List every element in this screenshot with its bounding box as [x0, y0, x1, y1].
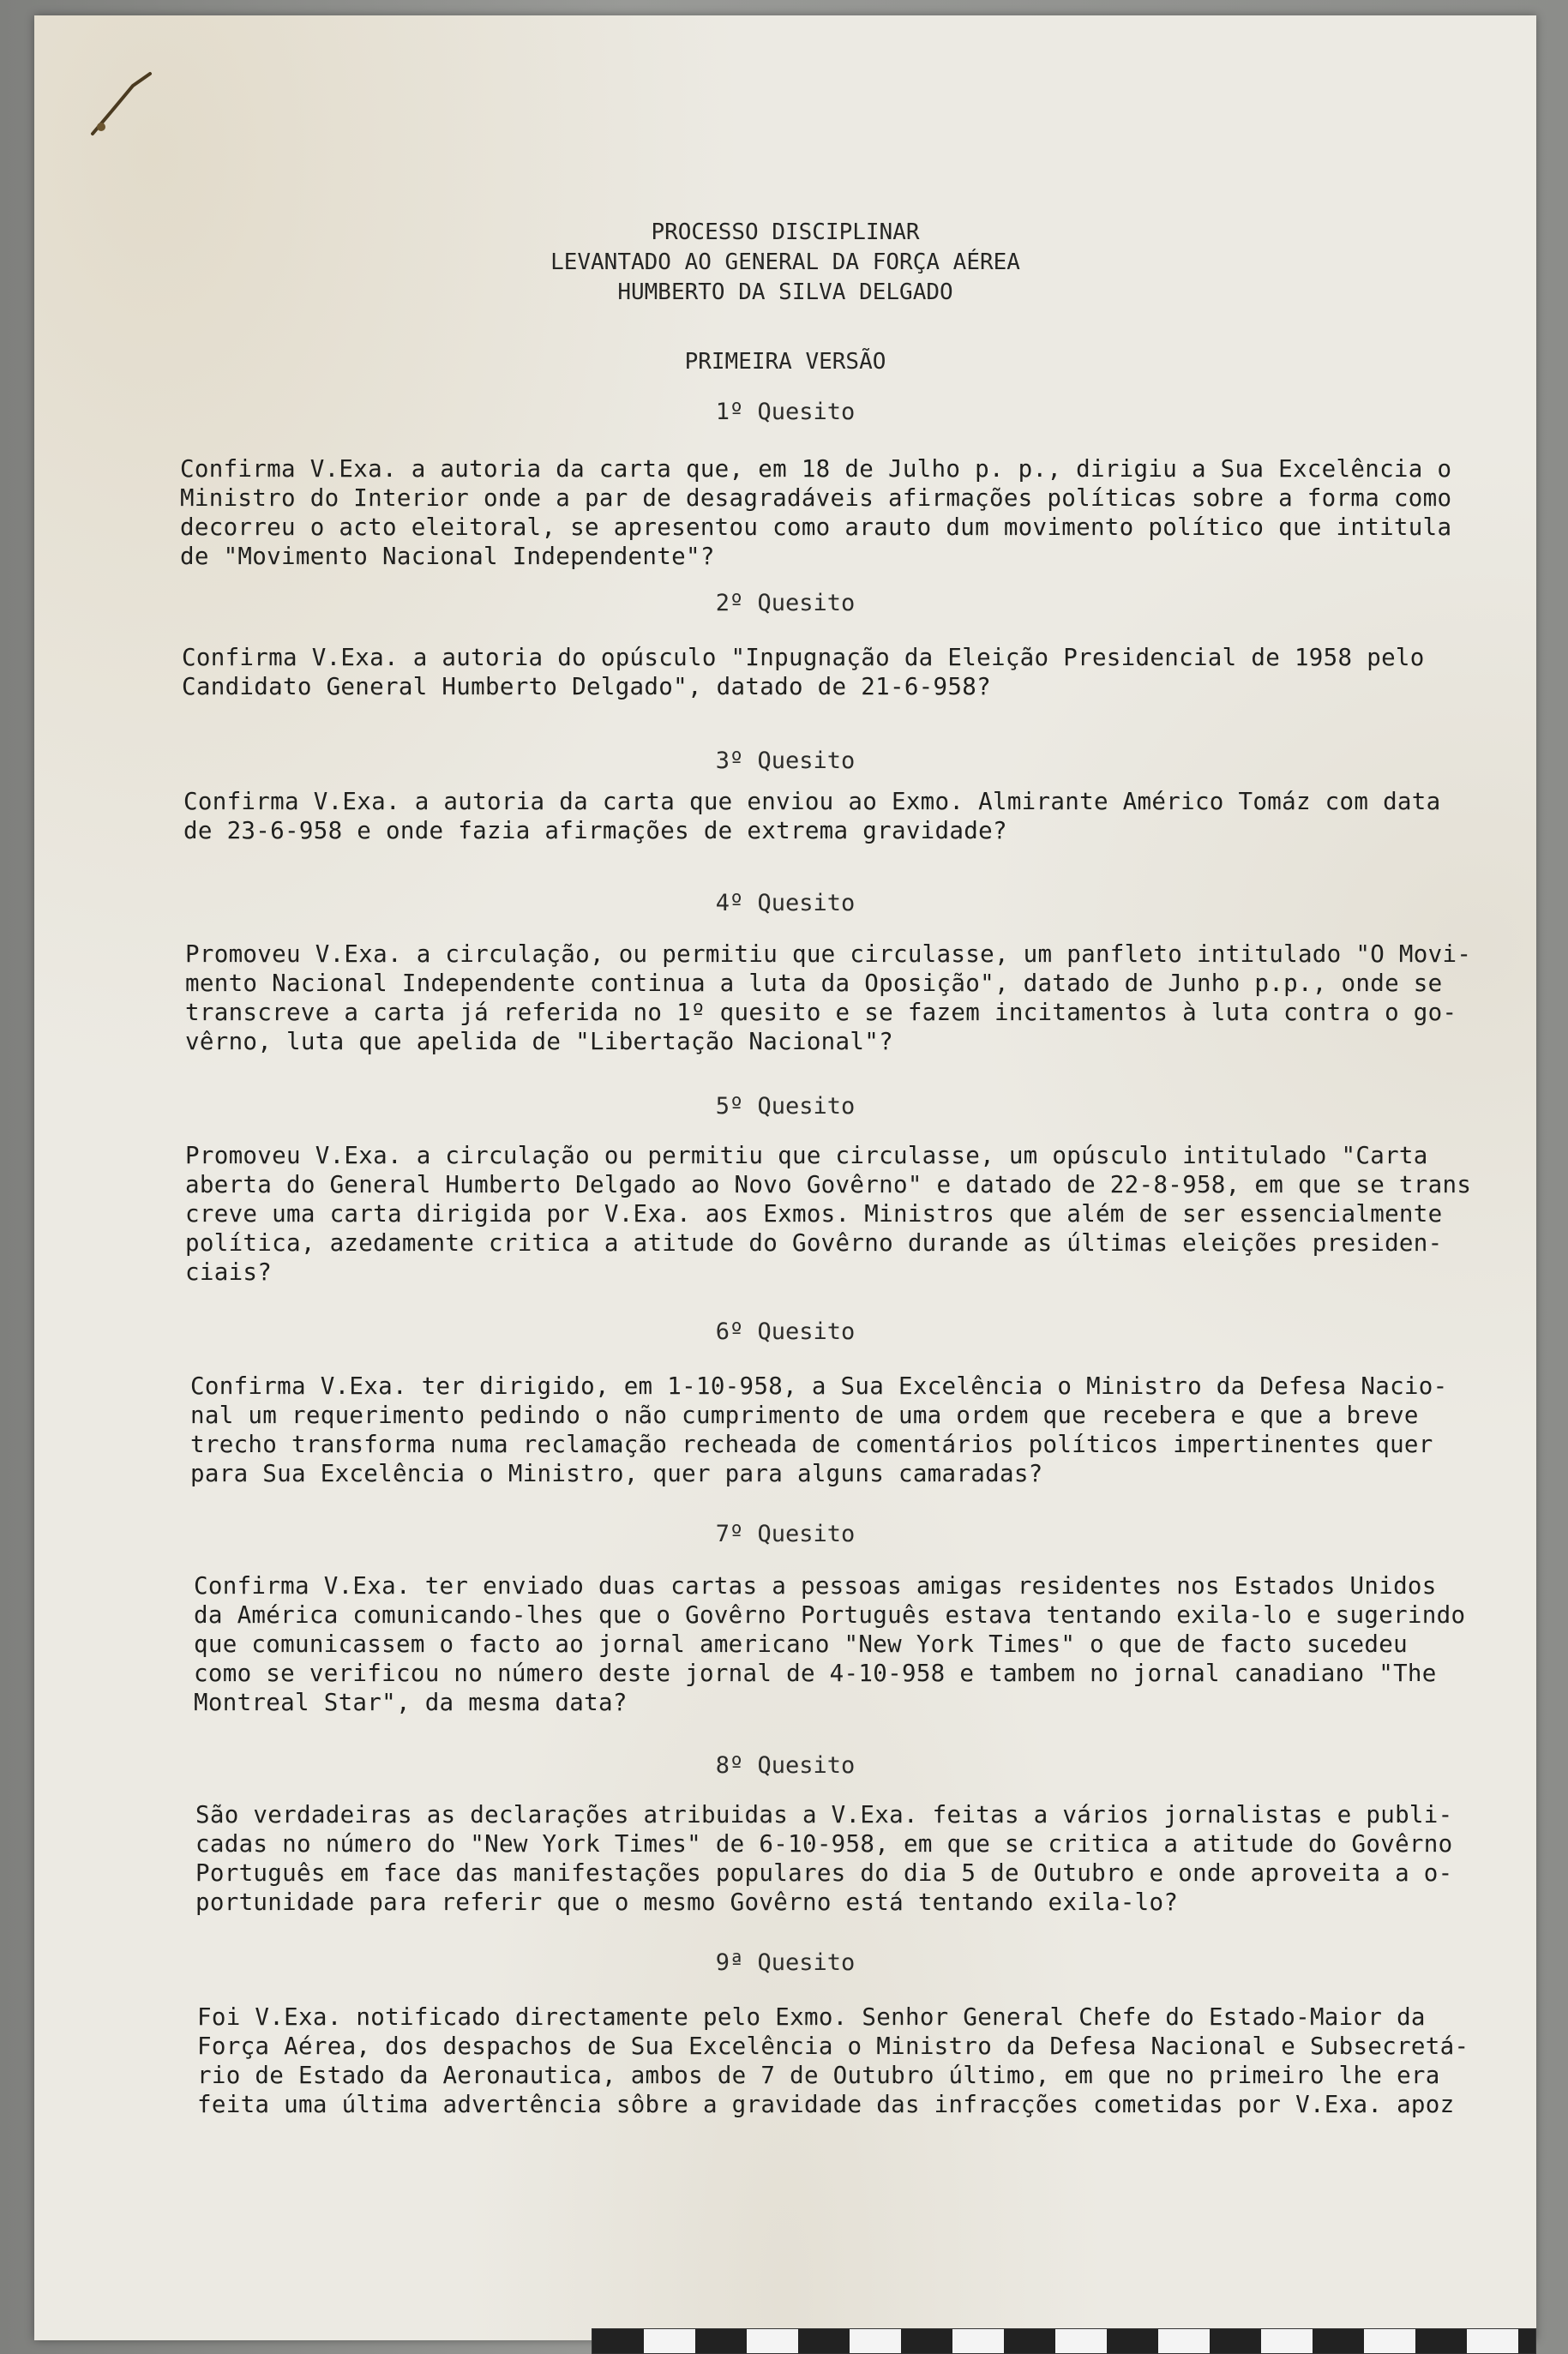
question-text: Promoveu V.Exa. a circulação, ou permitiu que circulasse, um panfleto intitulado "O Movi- mento Nacional Independente continua a luta da Oposição", datado de Junho p.p., onde se transcreve a carta já referida no 1º quesito e se fazem incitamentos à luta contra o go- vêrno, luta que apelida de "Libertação Nacional"? [185, 940, 1472, 1055]
question-text: Confirma V.Exa. a autoria da carta que enviou ao Exmo. Almirante Américo Tomáz com data de 23-6-958 e onde fazia afirmações de extrema gravidade? [183, 788, 1441, 844]
document-version: PRIMEIRA VERSÃO [684, 349, 886, 375]
title-line-3: HUMBERTO DA SILVA DELGADO [617, 279, 953, 305]
question-text: Confirma V.Exa. ter dirigido, em 1-10-958, a Sua Excelência o Ministro da Defesa Nacio- nal um requerimento pedindo o não cumprimento de uma ordem que recebera e que a breve trecho transforma numa reclamação recheada de comentários políticos impertinentes quer para Sua Excelência o Ministro, quer para alguns camaradas? [190, 1372, 1448, 1487]
question-text: Foi V.Exa. notificado directamente pelo Exmo. Senhor General Chefe do Estado-Maior da Força Aérea, dos despachos de Sua Excelência o Ministro da Defesa Nacional e Subsecretá- rio de Estado da Aeronautica, ambos de 7 de Outubro último, em que no primeiro lhe era feita uma última advertência sôbre a gravidade das infracções cometidas por V.Exa. apoz [197, 2003, 1469, 2118]
title-line-2: LEVANTADO AO GENERAL DA FORÇA AÉREA [550, 249, 1020, 275]
question-title: 6º Quesito [715, 1318, 856, 1345]
ink-mark-icon [86, 67, 163, 144]
question-text: Confirma V.Exa. a autoria da carta que, em 18 de Julho p. p., dirigiu a Sua Excelência o Ministro do Interior onde a par de desagradáveis afirmações políticas sobre a forma como decorreu o acto eleitoral, se apresentou como arauto dum movimento político que intitula de "Movimento Nacional Independente"? [180, 455, 1452, 570]
scale-ruler [592, 2328, 1536, 2354]
question-text: Confirma V.Exa. a autoria do opúsculo "Inpugnação da Eleição Presidencial de 1958 pelo Candidato General Humberto Delgado", datado de 21-6-958? [182, 644, 1425, 700]
document-page [34, 15, 1536, 2340]
question-title: 1º Quesito [715, 399, 856, 425]
question-title: 7º Quesito [715, 1521, 856, 1547]
question-text: Confirma V.Exa. ter enviado duas cartas a pessoas amigas residentes nos Estados Unidos da América comunicando-lhes que o Govêrno Português estava tentando exila-lo e sugerindo que comunicassem o facto ao jornal americano "New York Times" o que de facto sucedeu como se verificou no número deste jornal de 4-10-958 e tambem no jornal canadiano "The Montreal Star", da mesma data? [194, 1572, 1466, 1716]
question-text: São verdadeiras as declarações atribuidas a V.Exa. feitas a vários jornalistas e publi- cadas no número do "New York Times" de 6-10-958, em que se critica a atitude do Govêrno Português em face das manifestações populares do dia 5 de Outubro e onde aproveita a o- portunidade para referir que o mesmo Govêrno está tentando exila-lo? [195, 1801, 1453, 1916]
question-title: 8º Quesito [715, 1752, 856, 1779]
question-title: 9ª Quesito [715, 1949, 856, 1976]
question-title: 2º Quesito [715, 590, 856, 616]
question-title: 5º Quesito [715, 1093, 856, 1120]
question-text: Promoveu V.Exa. a circulação ou permitiu que circulasse, um opúsculo intitulado "Carta aberta do General Humberto Delgado ao Novo Govêrno" e datado de 22-8-958, em que se trans creve uma carta dirigida por V.Exa. aos Exmos. Ministros que além de ser essencialmente política, azedamente critica a atitude do Govêrno durande as últimas eleições presiden- ciais? [185, 1142, 1472, 1286]
title-line-1: PROCESSO DISCIPLINAR [651, 219, 920, 245]
question-title: 3º Quesito [715, 748, 856, 774]
question-title: 4º Quesito [715, 890, 856, 916]
document-title [34, 218, 1536, 308]
